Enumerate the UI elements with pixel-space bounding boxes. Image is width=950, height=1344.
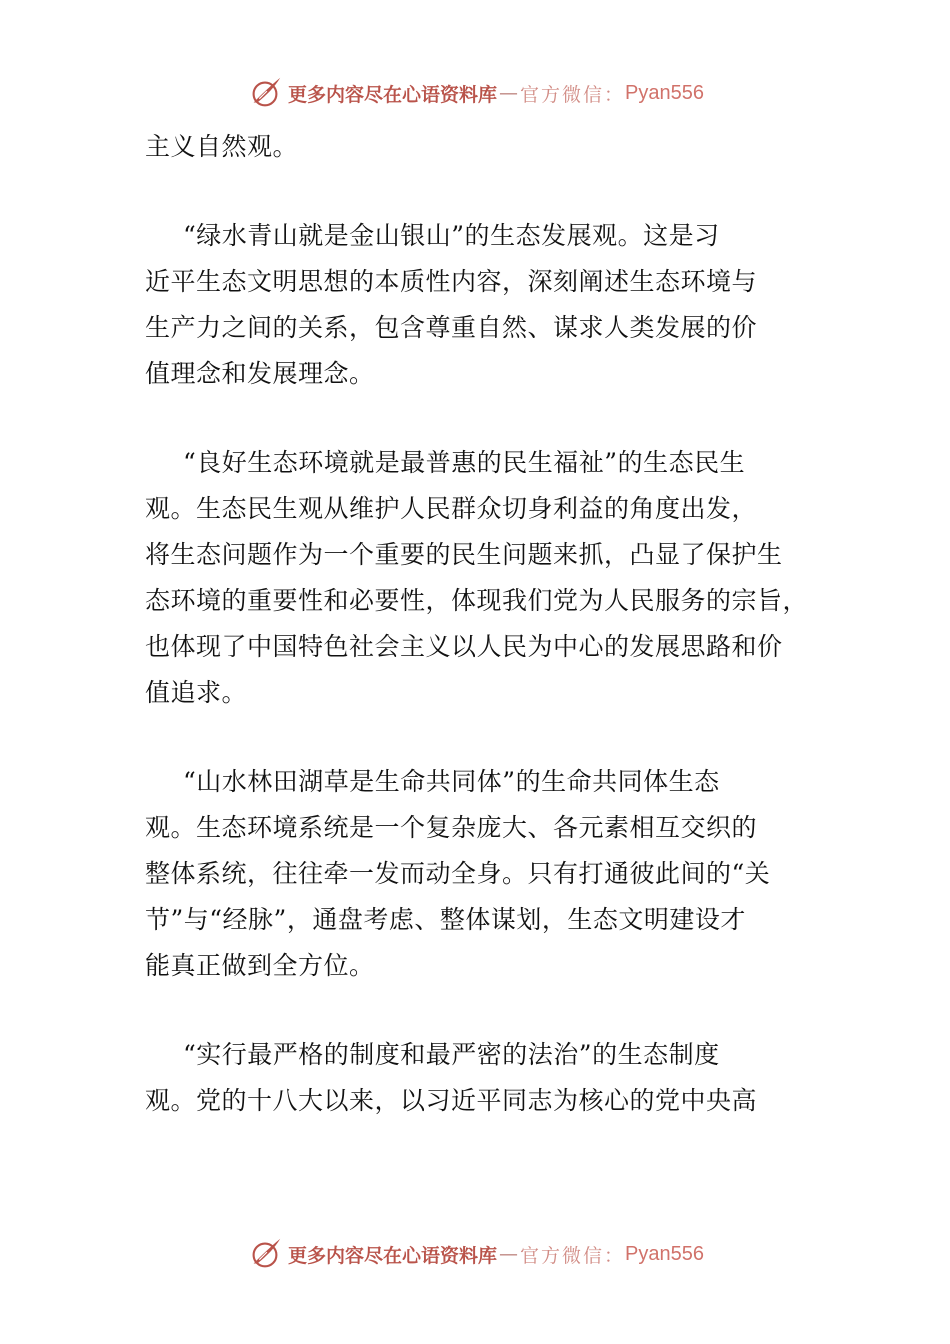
text-line: 整体系统，往往牵一发而动全身。只有打通彼此间的“关	[145, 859, 771, 888]
text-line: 节”与“经脉”，通盘考虑、整体谋划，生态文明建设才	[145, 905, 746, 934]
text-line: “山水林田湖草是生命共同体”的生命共同体生态	[183, 767, 720, 796]
footer-watermark	[0, 1234, 950, 1274]
paragraph	[145, 759, 845, 989]
watermark-contact-label: 官方微信：	[520, 83, 626, 106]
paragraph	[145, 124, 845, 170]
text-line: 态环境的重要性和必要性，体现我们党为人民服务的宗旨，	[145, 586, 809, 615]
header-watermark	[0, 73, 950, 113]
watermark-brand: 更多内容尽在心语资料库	[288, 83, 498, 106]
text-line: 将生态问题作为一个重要的民生问题来抓，凸显了保护生	[145, 540, 783, 569]
text-line: 值追求。	[145, 678, 248, 707]
watermark-contact-id: Pyan556	[625, 81, 704, 104]
paragraph	[145, 1032, 845, 1124]
watermark-dash: —	[499, 1243, 519, 1265]
text-line: 近平生态文明思想的本质性内容，深刻阐述生态环境与	[145, 267, 758, 296]
text-line: 观。生态环境系统是一个复杂庞大、各元素相互交织的	[145, 813, 758, 842]
text-line: “实行最严格的制度和最严密的法治”的生态制度	[183, 1040, 720, 1069]
text-line: “良好生态环境就是最普惠的民生福祉”的生态民生	[183, 448, 746, 477]
paragraph	[145, 440, 845, 716]
watermark-dash: —	[499, 82, 519, 104]
quill-logo-icon	[246, 74, 284, 112]
text-line: 值理念和发展理念。	[145, 359, 375, 388]
document-body	[145, 124, 845, 1124]
watermark-contact-label: 官方微信：	[520, 1244, 626, 1267]
text-line: 也体现了中国特色社会主义以人民为中心的发展思路和价	[145, 632, 783, 661]
text-line: 观。生态民生观从维护人民群众切身利益的角度出发，	[145, 494, 758, 523]
text-line: “绿水青山就是金山银山”的生态发展观。这是习	[183, 221, 720, 250]
watermark-brand: 更多内容尽在心语资料库	[288, 1244, 498, 1267]
text-line: 观。党的十八大以来，以习近平同志为核心的党中央高	[145, 1086, 758, 1115]
text-line: 生产力之间的关系，包含尊重自然、谋求人类发展的价	[145, 313, 758, 342]
quill-logo-icon	[246, 1235, 284, 1273]
text-line: 能真正做到全方位。	[145, 951, 375, 980]
watermark-contact-id: Pyan556	[625, 1242, 704, 1265]
paragraph	[145, 213, 845, 397]
text-line: 主义自然观。	[145, 132, 299, 161]
